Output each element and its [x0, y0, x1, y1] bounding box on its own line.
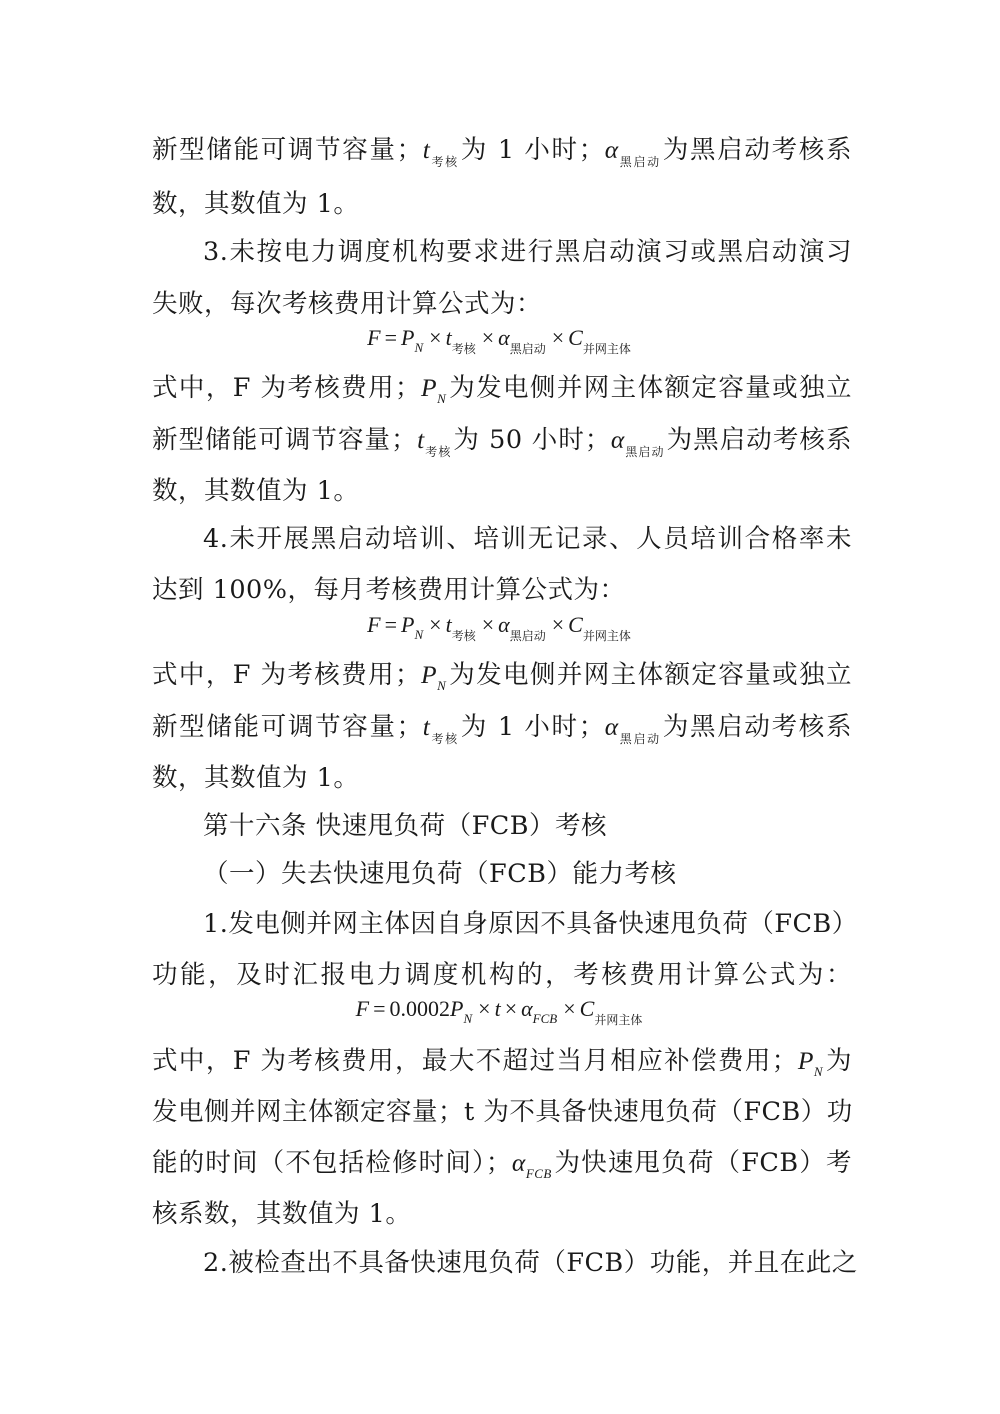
text-line: 式中，F 为考核费用；$P_N$为发电侧并网主体额定容量或独立	[152, 373, 852, 406]
text-line: 核系数，其数值为 1。	[152, 1199, 412, 1229]
formula: $F = P_N \times t_{考核} \times \alpha_{黑启动} \times C_{并网主体}$	[367, 325, 631, 356]
text-line: 功能，及时汇报电力调度机构的，考核费用计算公式为：	[152, 960, 852, 990]
subsection-heading: （一）失去快速甩负荷（FCB）能力考核	[203, 859, 677, 889]
text-line: 4.未开展黑启动培训、培训无记录、人员培训合格率未	[203, 524, 852, 554]
text-line: 数，其数值为 1。	[152, 476, 360, 506]
text-line: 1.发电侧并网主体因自身原因不具备快速甩负荷（FCB）	[203, 909, 858, 939]
text-line: 3.未按电力调度机构要求进行黑启动演习或黑启动演习	[203, 237, 852, 267]
text-line: 新型储能可调节容量；$t_{考核}$为 1 小时；$\alpha_{黑启动}$为黑启动考核系	[152, 135, 852, 169]
section-heading: 第十六条 快速甩负荷（FCB）考核	[203, 811, 608, 841]
text-line: 失败，每次考核费用计算公式为：	[152, 289, 543, 319]
text-line: 达到 100%，每月考核费用计算公式为：	[152, 575, 626, 605]
text-line: 发电侧并网主体额定容量；t 为不具备快速甩负荷（FCB）功	[152, 1097, 853, 1127]
text-line: 2.被检查出不具备快速甩负荷（FCB）功能，并且在此之	[203, 1248, 858, 1278]
text-line: 新型储能可调节容量；$t_{考核}$为 50 小时；$\alpha_{黑启动}$为黑启动考核系	[152, 425, 852, 459]
text-line: 新型储能可调节容量；$t_{考核}$为 1 小时；$\alpha_{黑启动}$为黑启动考核系	[152, 712, 852, 746]
text-line: 式中，F 为考核费用，最大不超过当月相应补偿费用；$P_N$为	[152, 1046, 852, 1079]
text-line: 数，其数值为 1。	[152, 763, 360, 793]
formula: $F = P_N \times t_{考核} \times \alpha_{黑启动} \times C_{并网主体}$	[367, 612, 631, 643]
formula: $F = 0.0002P_N \times t \times \alpha_{FCB} \times C_{并网主体}$	[355, 996, 643, 1027]
text-line: 能的时间（不包括检修时间）；$\alpha_{FCB}$为快速甩负荷（FCB）考	[152, 1148, 852, 1181]
text-line: 式中，F 为考核费用；$P_N$为发电侧并网主体额定容量或独立	[152, 660, 852, 693]
text-line: 数，其数值为 1。	[152, 189, 360, 219]
